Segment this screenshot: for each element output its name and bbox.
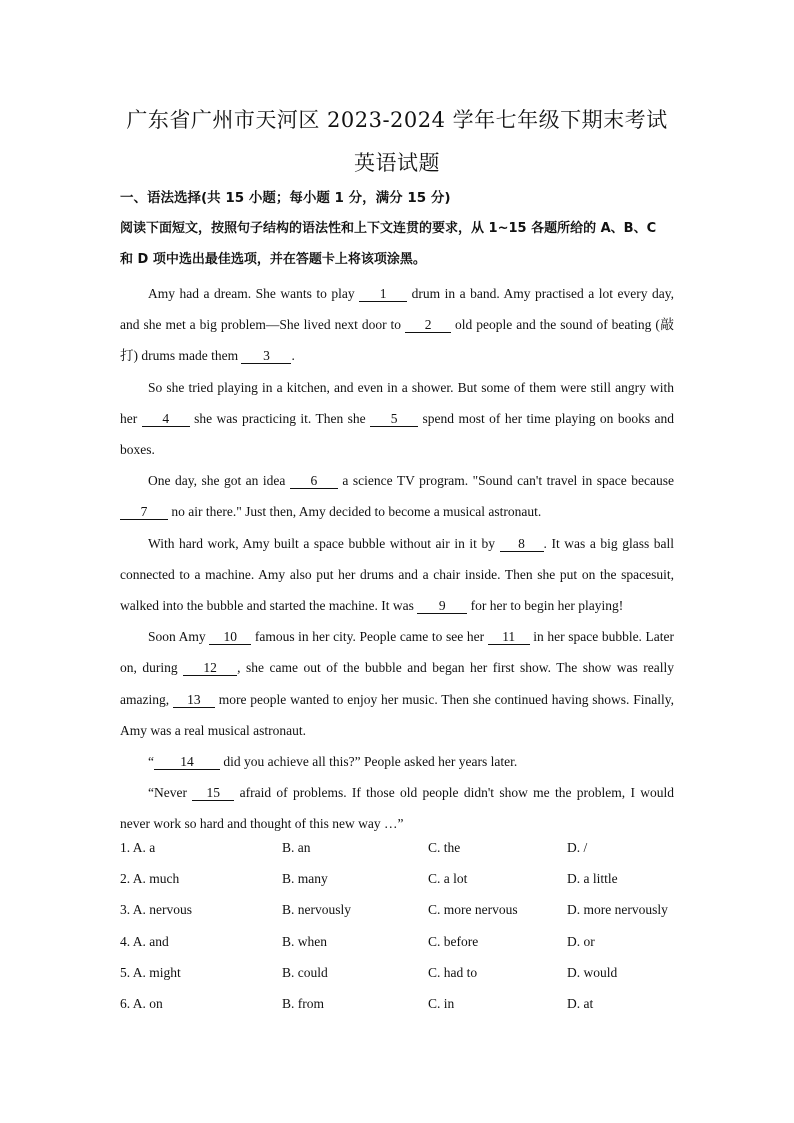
question-options-3 [120,902,700,933]
option-b: B. an [282,840,311,855]
option-d: D. a little [567,871,618,887]
text: drum in a band. Amy practised a lot every day, and she met a big problem—She lived next door to [120,286,675,333]
blank-10: 10 [209,629,251,645]
text: more people wanted to enjoy her music. Then she continued having shows. Finally, Amy was a real musical astronaut. [120,691,674,738]
blank-5: 5 [370,411,418,427]
paragraph-4 [120,528,674,622]
option-d: D. would [567,964,618,980]
instruction-line-2: 和 D 项中选出最佳选项，并在答题卡上将该项涂黑。 [120,252,426,267]
section-heading: 一、语法选择(共 15 小题；每小题 1 分，满分 15 分) [120,190,451,206]
text: no air there." Just then, Amy decided to become a musical astronaut. [168,504,542,520]
option-a: 5. A. might [120,964,181,980]
text: . It was a big glass ball connected to a machine. Amy also put her drums and a chair inside. Then she put on the spacesuit, walked into the bubble and started the machine. It was [120,535,674,614]
blank-9: 9 [417,598,467,614]
option-b: B. could [282,964,328,980]
text: Soon Amy [148,629,210,645]
blank-2: 2 [405,317,451,333]
paragraph-5 [120,621,674,746]
text: One day, she got an idea [148,473,290,489]
text: did you achieve all this?” People asked her years later. [220,754,518,770]
blank-6: 6 [290,473,338,489]
answer-options [120,840,700,1027]
question-options-1 [120,840,700,871]
question-options-6 [120,996,700,1027]
option-c: C. had to [428,964,478,980]
exam-title: 广东省广州市天河区 2023-2024 学年七年级下期末考试 [126,108,668,132]
blank-3: 3 [241,348,291,364]
blank-13: 13 [173,692,215,708]
blank-14: 14 [154,754,220,770]
text: , she came out of the bubble and began her first show. The show was really amazing, [120,660,675,707]
instruction-line-1: 阅读下面短文，按照句子结构的语法性和上下文连贯的要求，从 1~15 各题所给的 A、B、C [120,221,657,236]
text: a science TV program. "Sound can't travel in space because [337,473,674,489]
option-a: 2. A. much [120,871,180,887]
question-options-5 [120,965,700,996]
option-c: C. more nervous [428,902,518,918]
option-a: 6. A. on [120,995,163,1011]
option-c: C. a lot [428,871,468,887]
option-c: C. in [428,995,455,1011]
blank-1: 1 [359,286,407,302]
question-options-2 [120,871,700,902]
text: famous in her city. People came to see her [251,629,488,645]
option-d: D. at [567,995,594,1011]
paragraph-3 [120,465,674,527]
text: “ [148,754,154,770]
blank-7: 7 [120,504,168,520]
blank-15: 15 [192,785,234,801]
option-d: D. / [567,840,588,855]
blank-8: 8 [500,536,544,552]
option-b: B. nervously [282,902,351,918]
exam-subtitle: 英语试题 [354,151,440,175]
text: in her space bubble. Later on, during [120,629,675,676]
option-c: C. before [428,933,479,949]
text: “Never [148,785,193,801]
option-a: 1. A. a [120,840,156,855]
paragraph-1 [120,278,674,372]
text: old people and the sound of beating (敲打) drums made them [120,317,675,364]
option-a: 3. A. nervous [120,902,192,918]
text: So she tried playing in a kitchen, and even in a shower. But some of them were still angry with her [120,379,674,426]
paragraph-2 [120,372,674,466]
blank-4: 4 [142,411,190,427]
blank-12: 12 [183,660,237,676]
option-b: B. many [282,871,328,887]
text: she was practicing it. Then she [189,410,371,426]
blank-11: 11 [488,629,530,645]
option-b: B. from [282,995,324,1011]
option-a: 4. A. and [120,933,169,949]
text: . [291,348,295,364]
question-options-4 [120,934,700,965]
option-d: D. more nervously [567,902,668,918]
option-b: B. when [282,933,327,949]
reading-passage [120,278,674,840]
text: for her to begin her playing! [467,598,624,614]
text: With hard work, Amy built a space bubble without air in it by [148,535,500,551]
paragraph-7 [120,777,674,839]
option-c: C. the [428,840,461,855]
option-d: D. or [567,933,595,949]
text: Amy had a dream. She wants to play [148,286,360,301]
text: afraid of problems. If those old people didn't show me the problem, I would never work so hard and thought of this new way …” [120,785,675,832]
paragraph-6 [120,746,674,777]
text: spend most of her time playing on books and boxes. [120,410,674,458]
